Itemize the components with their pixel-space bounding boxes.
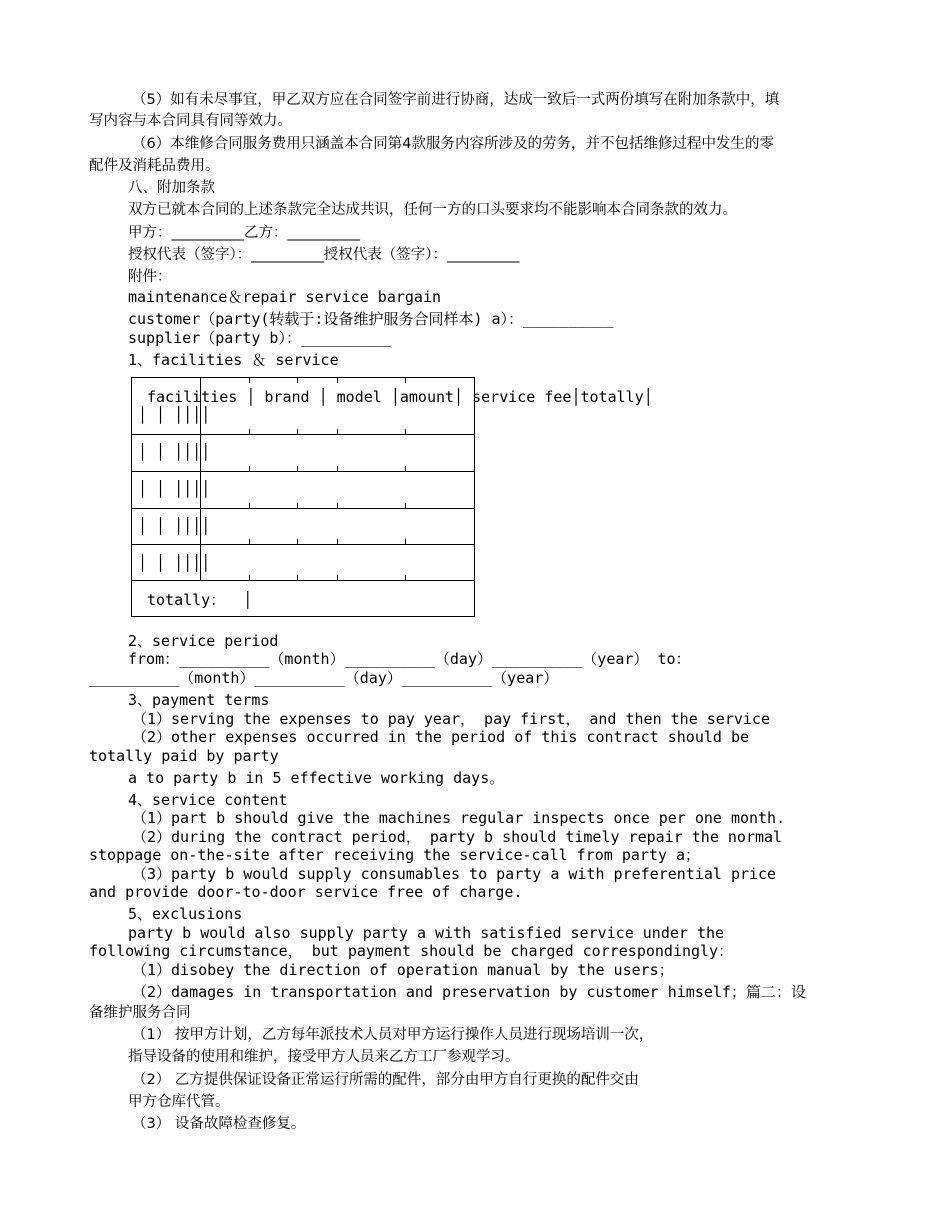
consensus-text: 双方已就本合同的上述条款完全达成共识，任何一方的口头要求均不能影响本合同条款的效力。 [128, 202, 737, 218]
exclusions-text-line-2: following circumstance， but payment should be charged correspondingly： [89, 942, 734, 960]
parts-clause-line-1: （2） 乙方提供保证设备正常运行所需的配件，部分由甲方自行更换的配件交由 [132, 1072, 639, 1088]
training-clause-line-1: （1） 按甲方计划，乙方每年派技术人员对甲方运行操作人员进行现场培训一次， [132, 1027, 654, 1043]
service-period-heading: 2、service period [128, 632, 279, 650]
service-content-heading: 4、service content [128, 791, 288, 809]
tick-mark [297, 539, 298, 545]
service-content-3-line-1: （3）party b would supply consumables to party a with preferential price [132, 865, 777, 883]
payment-term-1: （1）serving the expenses to pay year， pay first， and then the service [132, 710, 770, 728]
tick-mark [337, 429, 338, 435]
row-separator [131, 544, 474, 545]
tick-mark [297, 466, 298, 472]
table-right-border [474, 377, 475, 617]
table-header-row: facilities │ brand │ model │amount│ service fee│totally│ [147, 388, 653, 406]
service-content-1: （1）part b should give the machines regular inspects once per one month. [132, 809, 786, 827]
payment-term-2-line-2: totally paid by party [89, 747, 279, 765]
exclusions-text-line-1: party b would also supply party a with satisfied service under the [128, 924, 725, 942]
tick-mark [249, 503, 250, 509]
exclusions-heading: 5、exclusions [128, 905, 243, 923]
attachment-label: 附件： [128, 269, 172, 285]
tick-mark [249, 539, 250, 545]
tick-mark [297, 575, 298, 581]
table-row-marks: │ │ ││││ [138, 517, 211, 535]
service-period-to: __________（month）__________（day）__________（year） [89, 669, 559, 687]
tick-mark [297, 377, 298, 383]
facilities-heading: 1、facilities ＆ service [128, 351, 339, 369]
table-row-marks: │ │ ││││ [138, 406, 211, 424]
tick-mark [297, 429, 298, 435]
tick-mark [405, 503, 406, 509]
payment-term-2-line-3: a to party b in 5 effective working days。 [128, 769, 505, 787]
exclusion-2-line-1: （2）damages in transportation and preservation by customer himself；篇二：设 [132, 983, 806, 1001]
supplier-line: supplier（party b）：__________ [128, 329, 392, 347]
row-separator [131, 434, 474, 435]
tick-mark [249, 377, 250, 383]
table-top-border [131, 377, 474, 378]
clause-6-line-1: （6）本维修合同服务费用只涵盖本合同第4款服务内容所涉及的劳务，并不包括维修过程中发生的零 [132, 136, 774, 152]
table-row-marks: │ │ ││││ [138, 554, 211, 572]
row-separator [131, 580, 474, 581]
tick-mark [249, 429, 250, 435]
tick-mark [337, 503, 338, 509]
tick-mark [405, 377, 406, 383]
customer-line: customer（party(转载于:设备维护服务合同样本) a）：__________ [128, 310, 614, 328]
party-signature-line: 甲方：__________乙方：__________ [128, 225, 360, 241]
tick-mark [405, 539, 406, 545]
tick-mark [249, 466, 250, 472]
tick-mark [405, 466, 406, 472]
repair-clause: （3） 设备故障检查修复。 [132, 1116, 306, 1132]
clause-5-line-1: （5）如有未尽事宜，甲乙双方应在合同签字前进行协商，达成一致后一式两份填写在附加条款中，填 [132, 92, 780, 108]
row-separator [131, 508, 474, 509]
section-8-heading: 八、附加条款 [128, 180, 215, 196]
service-period-from: from：__________（month）__________（day）__________（year） to： [128, 650, 691, 668]
row-separator [131, 471, 474, 472]
exclusion-2-line-2: 备维护服务合同 [89, 1005, 191, 1021]
table-row-marks: │ │ ││││ [138, 443, 211, 461]
bargain-title: maintenance＆repair service bargain [128, 288, 442, 306]
parts-clause-line-2: 甲方仓库代管。 [128, 1094, 230, 1110]
clause-6-line-2: 配件及消耗品费用。 [89, 158, 220, 174]
training-clause-line-2: 指导设备的使用和维护，接受甲方人员来乙方工厂参观学习。 [128, 1049, 520, 1065]
tick-mark [337, 539, 338, 545]
tick-mark [337, 377, 338, 383]
table-left-border [131, 377, 132, 617]
table-row-marks: │ │ ││││ [138, 480, 211, 498]
service-content-2-line-1: （2）during the contract period， party b should timely repair the normal [132, 828, 783, 846]
tick-mark [337, 575, 338, 581]
tick-mark [337, 466, 338, 472]
service-content-2-line-2: stoppage on-the-site after receiving the service-call from party a； [89, 846, 701, 864]
service-content-3-line-2: and provide door-to-door service free of charge. [89, 883, 523, 901]
tick-mark [249, 575, 250, 581]
representative-signature-line: 授权代表（签字）：__________授权代表（签字）：__________ [128, 247, 520, 263]
tick-mark [405, 575, 406, 581]
tick-mark [405, 429, 406, 435]
payment-terms-heading: 3、payment terms [128, 691, 270, 709]
clause-5-line-2: 写内容与本合同具有同等效力。 [89, 113, 292, 129]
table-totally-row: totally： │ [147, 591, 253, 609]
exclusion-1: （1）disobey the direction of operation manual by the users； [132, 961, 674, 979]
tick-mark [297, 503, 298, 509]
table-bottom-border [131, 616, 474, 617]
payment-term-2-line-1: （2）other expenses occurred in the period of this contract should be [132, 728, 749, 746]
